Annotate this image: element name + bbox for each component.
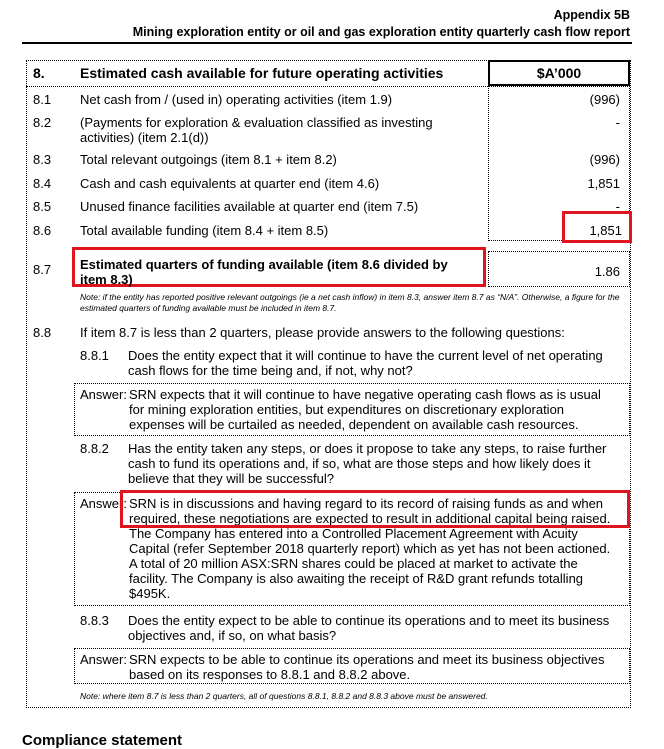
note-8-8: Note: where item 8.7 is less than 2 quarters, all of questions 8.8.1, 8.8.2 and 8.8.3 above must be answered. [80, 691, 488, 701]
row-number: 8.3 [33, 152, 52, 167]
section-title: Estimated cash available for future operating activities [80, 65, 444, 81]
question-number: 8.8.1 [80, 348, 109, 363]
report-title: Mining exploration entity or oil and gas exploration entity quarterly cash flow report [132, 25, 630, 39]
question-8-8: If item 8.7 is less than 2 quarters, please provide answers to the following questions: [80, 325, 565, 340]
currency-header: $A’000 [536, 65, 582, 81]
row-value: 1,851 [589, 223, 622, 238]
row-label: Total relevant outgoings (item 8.1 + item 8.2) [80, 152, 337, 167]
row-label: Net cash from / (used in) operating activities (item 1.9) [80, 92, 393, 107]
row-number: 8.7 [33, 262, 52, 277]
answer-text: SRN expects that it will continue to have negative operating cash flows as is usual for mining exploration entities, but expenditures on discretionary exploration expenses will be curtailed as needed, dependent on available cash resources. [129, 387, 601, 432]
row-value: - [615, 199, 620, 214]
row-value: 1,851 [587, 176, 620, 191]
row-value: - [615, 115, 620, 130]
answer-label: Answer: [80, 496, 127, 511]
row-number: 8.8 [33, 325, 52, 340]
row-value: 1.86 [594, 264, 620, 279]
answer-text: The Company has entered into a Controlled Placement Agreement with Acuity Capital (refer September 2018 quarterly report) which as yet has not been actioned. A total of 20 million ASX:SRN shares could be placed at market to activate the facility. The Company is also awaiting the receipt of R&D grant refunds totalling $495K. [129, 526, 611, 601]
answer-box-8-8-1 [74, 383, 630, 436]
answer-label: Answer: [80, 652, 127, 667]
answer-text: SRN expects to be able to continue its operations and meet its business objectives based on its responses to 8.8.1 and 8.8.2 above. [129, 652, 605, 682]
row-label: Cash and cash equivalents at quarter end (item 4.6) [80, 176, 380, 191]
appendix-label: Appendix 5B [553, 8, 630, 22]
row-label-bold: Estimated quarters of funding available (item 8.6 divided by item 8.3) [80, 257, 448, 287]
row-value: (996) [589, 92, 620, 107]
question-number: 8.8.3 [80, 613, 109, 628]
row-value: (996) [589, 152, 620, 167]
header-divider [22, 42, 632, 44]
highlight-box-answer-8-8-2 [120, 490, 630, 528]
row-label: (Payments for exploration & evaluation classified as investing activities) (item 2.1(d)) [80, 115, 433, 145]
question-text: Has the entity taken any steps, or does it propose to take any steps, to raise further cash to fund its operations and, if so, what are those steps and how likely does it believe that they will be successful? [128, 441, 607, 486]
answer-box-8-8-3 [74, 648, 630, 684]
answer-label: Answer: [80, 387, 127, 402]
row-number: 8.4 [33, 176, 52, 191]
row-number: 8.1 [33, 92, 52, 107]
row-label: Total available funding (item 8.4 + item 8.5) [80, 223, 329, 238]
question-text: Does the entity expect that it will continue to have the current level of net operating cash flows for the time being and, if not, why not? [128, 348, 603, 378]
row-number: 8.5 [33, 199, 52, 214]
question-text: Does the entity expect to be able to continue its operations and to meet its business objectives and, if so, on what basis? [128, 613, 610, 643]
row-number: 8.6 [33, 223, 52, 238]
row-number: 8.2 [33, 115, 52, 130]
row-label: Unused finance facilities available at quarter end (item 7.5) [80, 199, 419, 214]
section-number: 8. [33, 65, 45, 81]
question-number: 8.8.2 [80, 441, 109, 456]
note-8-7: Note: if the entity has reported positive relevant outgoings (ie a net cash inflow) in item 8.3, answer item 8.7 as “N/A”. Otherwise, a figure for the estimated quarters of funding available must be included in item 8.7. [80, 292, 620, 313]
answer-text-highlight: SRN is in discussions and having regard to its record of raising funds as and when required, these negotiations are expected to result in additional capital being raised. [129, 496, 611, 526]
compliance-heading: Compliance statement [22, 732, 183, 749]
